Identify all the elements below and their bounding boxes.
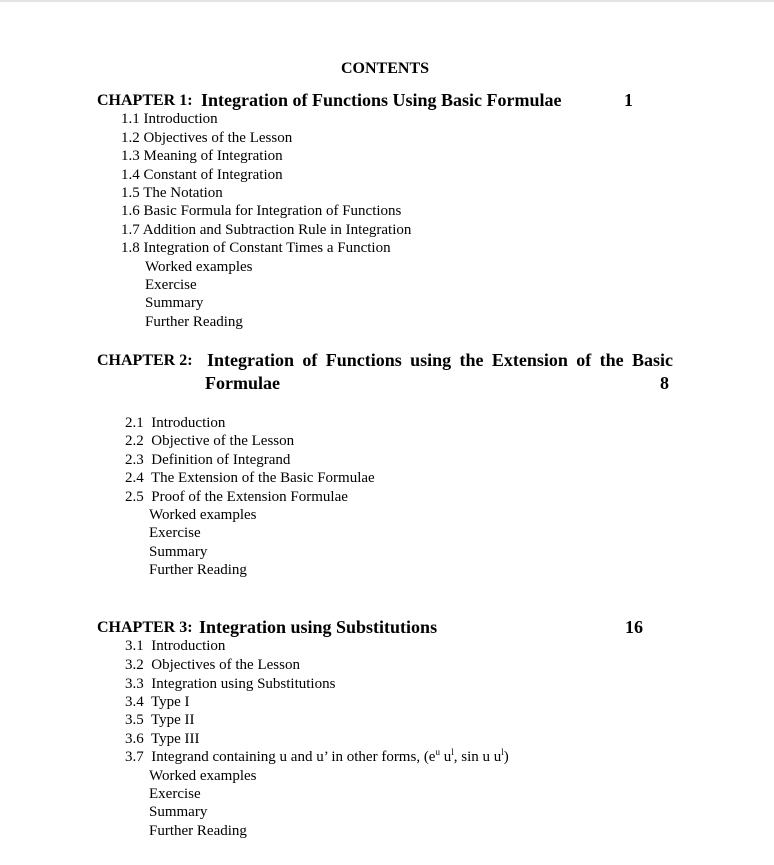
chapter-2-further-reading: Further Reading (149, 562, 247, 578)
section-text: Objectives of the Lesson (151, 657, 300, 673)
section-number: 1.7 (121, 222, 140, 238)
chapter-1-summary: Summary (145, 295, 204, 311)
section-number: 3.3 (125, 676, 144, 692)
section-number: 1.6 (121, 203, 140, 219)
section-number: 3.6 (125, 731, 144, 747)
chapter-3-worked-examples: Worked examples (149, 768, 257, 784)
section-number: 3.2 (125, 657, 144, 673)
section-3-4 (125, 693, 190, 711)
section-1-8 (121, 239, 391, 257)
chapter-2-exercise: Exercise (149, 525, 201, 541)
section-text: Integration using Substitutions (151, 676, 336, 692)
section-3-6 (125, 730, 200, 748)
chapter-1-label: CHAPTER 1: (97, 92, 193, 109)
chapter-3-title: Integration using Substitutions (199, 617, 438, 637)
section-text: Meaning of Integration (143, 148, 283, 164)
section-number: 1.8 (121, 240, 140, 256)
section-number: 3.5 (125, 712, 144, 728)
section-1-2 (121, 129, 292, 147)
section-text: Objective of the Lesson (151, 433, 295, 449)
section-text: Type III (150, 731, 200, 747)
chapter-2-worked-examples: Worked examples (149, 507, 257, 523)
superscript-u: u (435, 747, 440, 757)
chapter-2-title-line-2: Formulae (205, 373, 280, 393)
section-1-6 (121, 202, 401, 220)
section-text: Objectives of the Lesson (143, 130, 293, 146)
chapter-2-page: 8 (660, 373, 669, 393)
section-3-1 (125, 637, 225, 655)
section-1-5 (121, 184, 223, 202)
section-2-5 (125, 488, 348, 506)
section-text: Proof of the Extension Formulae (151, 489, 348, 505)
section-text: Type I (150, 694, 190, 710)
section-text-end: ) (503, 749, 509, 765)
chapter-1-title: Integration of Functions Using Basic Formulae (201, 90, 562, 110)
section-3-7 (125, 748, 509, 766)
section-text: Integrand containing u and u’ in other forms, (e (151, 749, 436, 765)
section-text: Constant of Integration (143, 167, 283, 183)
section-text: Definition of Integrand (151, 452, 291, 468)
chapter-2-summary: Summary (149, 544, 208, 560)
section-text: The Extension of the Basic Formulae (150, 470, 375, 486)
section-number: 1.5 (121, 185, 140, 201)
chapter-3-page: 16 (625, 617, 643, 637)
chapter-3-label: CHAPTER 3: (97, 619, 193, 636)
section-text: Basic Formula for Integration of Functions (143, 203, 402, 219)
section-number: 1.1 (121, 111, 140, 127)
section-number: 2.3 (125, 452, 144, 468)
section-text: Addition and Subtraction Rule in Integration (142, 222, 412, 238)
section-number: 1.2 (121, 130, 140, 146)
top-border (0, 0, 774, 2)
chapter-3-exercise: Exercise (149, 786, 201, 802)
section-1-1 (121, 110, 218, 128)
section-text: Introduction (151, 415, 226, 431)
section-1-3 (121, 147, 283, 165)
section-text-cont: u (439, 749, 452, 765)
section-text: Type II (150, 712, 195, 728)
section-number: 3.4 (125, 694, 144, 710)
section-3-5 (125, 711, 195, 729)
section-text: Introduction (151, 638, 226, 654)
section-1-4 (121, 166, 283, 184)
section-number: 2.2 (125, 433, 144, 449)
section-number: 1.4 (121, 167, 140, 183)
section-number: 1.3 (121, 148, 140, 164)
section-number: 2.1 (125, 415, 144, 431)
section-2-2 (125, 432, 294, 450)
section-3-3 (125, 675, 335, 693)
chapter-3-further-reading: Further Reading (149, 823, 247, 839)
chapter-1-further-reading: Further Reading (145, 314, 243, 330)
superscript-prime-2: l (501, 747, 504, 757)
chapter-1-page: 1 (624, 90, 633, 110)
section-text: Introduction (143, 111, 218, 127)
section-1-7 (121, 221, 411, 239)
chapter-1-worked-examples: Worked examples (145, 259, 253, 275)
chapter-1-exercise: Exercise (145, 277, 197, 293)
chapter-3-summary: Summary (149, 804, 208, 820)
section-number: 3.1 (125, 638, 144, 654)
section-number: 2.5 (125, 489, 144, 505)
section-text: The Notation (143, 185, 223, 201)
page-title: CONTENTS (340, 60, 430, 77)
section-3-2 (125, 656, 300, 674)
section-2-1 (125, 414, 225, 432)
section-text-cont-2: , sin u u (453, 749, 502, 765)
section-number: 2.4 (125, 470, 144, 486)
section-number: 3.7 (125, 749, 144, 765)
chapter-2-label: CHAPTER 2: (97, 352, 193, 369)
superscript-prime: l (451, 747, 454, 757)
section-text: Integration of Constant Times a Function (143, 240, 391, 256)
section-2-3 (125, 451, 290, 469)
chapter-2-title-line-1: Integration of Functions using the Extension of the Basic (207, 350, 673, 370)
section-2-4 (125, 469, 375, 487)
